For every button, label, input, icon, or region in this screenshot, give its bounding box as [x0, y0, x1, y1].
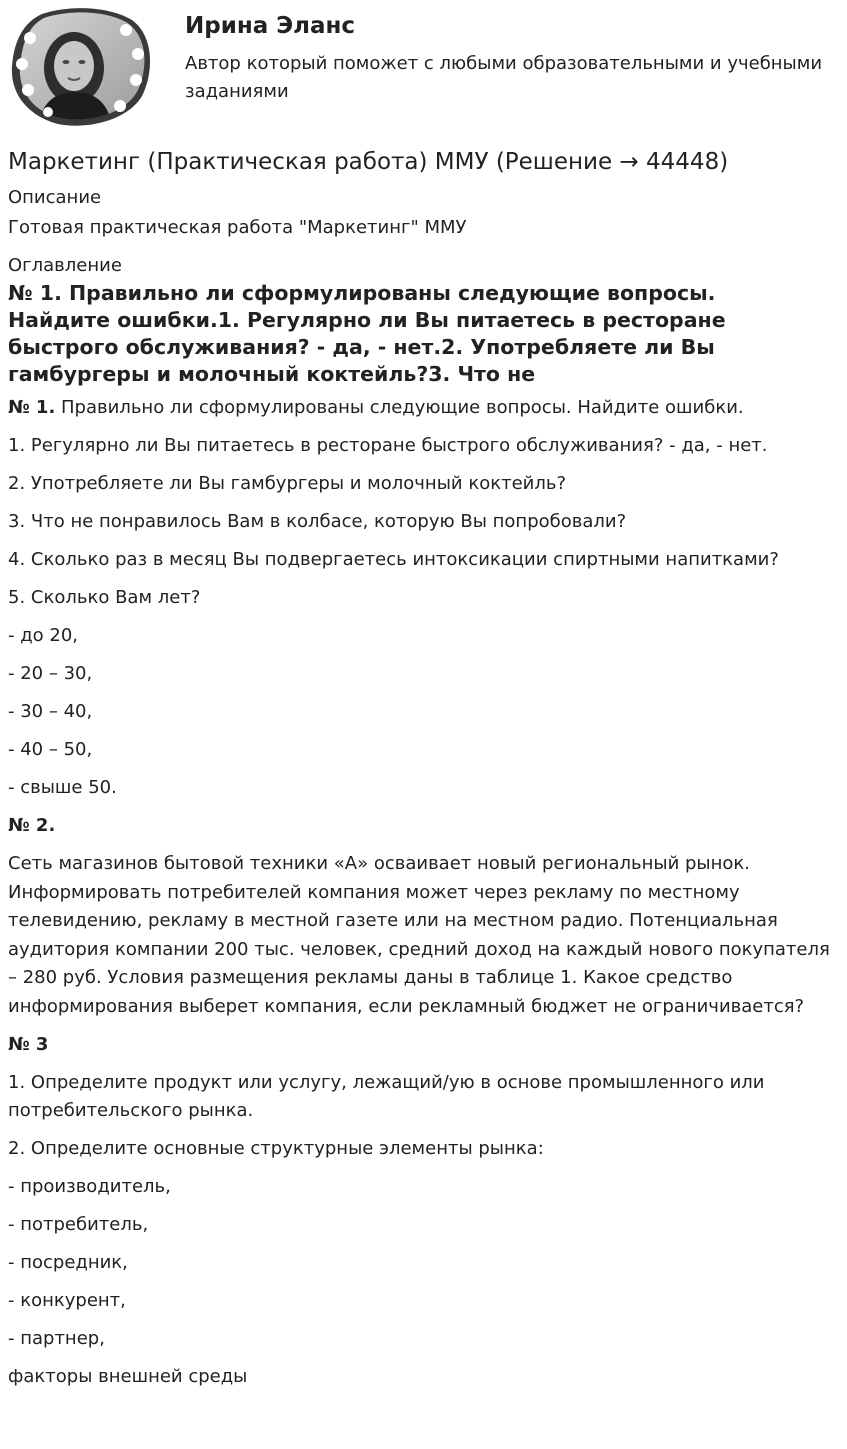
list-item: - партнер, [8, 1328, 105, 1349]
list-item: - 30 – 40, [8, 701, 93, 722]
paragraph: 2. Определите основные структурные элементы рынка: [8, 1138, 544, 1159]
question-2-label [8, 812, 838, 841]
page-title: Маркетинг (Практическая работа) ММУ (Решение → 44448) [8, 149, 729, 175]
paragraph: 1. Регулярно ли Вы питаетесь в ресторане быстрого обслуживания? - да, - нет. [8, 435, 768, 456]
author-name[interactable]: Ирина Эланс [185, 13, 356, 39]
toc-label: Оглавление [8, 255, 122, 276]
paragraph: 4. Сколько раз в месяц Вы подвергаетесь интоксикации спиртными напитками? [8, 549, 779, 570]
main-content [8, 144, 838, 1401]
description-label: Описание [8, 187, 102, 208]
list-item: - производитель, [8, 1176, 171, 1197]
list-item: - до 20, [8, 625, 79, 646]
author-avatar[interactable] [8, 8, 150, 126]
question-2-label-text: № 2. [8, 815, 56, 836]
paragraph: 5. Сколько Вам лет? [8, 587, 201, 608]
question-1 [8, 394, 838, 423]
author-description: Автор который поможет с любыми образовательными и учебными заданиями [185, 53, 823, 102]
question-2-text: Сеть магазинов бытовой техники «А» осваивает новый региональный рынок. Информировать потребителей компания может через рекламу по местному телевидению, рекламу в местной газете или на местном радио. Потенциальная аудитория компании 200 тыс. человек, средний доход на каждый нового покупателя – 280 руб. Условия размещения рекламы даны в таблице 1. Какое средство информирования выберет компания, если рекламный бюджет не ограничивается? [8, 853, 830, 1017]
list-item: - потребитель, [8, 1214, 149, 1235]
description-text: Готовая практическая работа "Маркетинг" ММУ [8, 217, 467, 238]
list-item: - конкурент, [8, 1290, 126, 1311]
paragraph: 2. Употребляете ли Вы гамбургеры и молочный коктейль? [8, 473, 567, 494]
paragraph: 3. Что не понравилось Вам в колбасе, которую Вы попробовали? [8, 511, 627, 532]
list-item: - 40 – 50, [8, 739, 93, 760]
author-header [0, 0, 847, 135]
question-1-label: № 1. [8, 397, 56, 418]
list-item: факторы внешней среды [8, 1366, 248, 1387]
question-3-label-text: № 3 [8, 1033, 49, 1055]
paragraph: 1. Определите продукт или услугу, лежащий/ую в основе промышленного или потребительского рынка. [8, 1071, 765, 1121]
document-body [8, 394, 838, 1392]
list-item: - свыше 50. [8, 777, 117, 798]
question-3-label [8, 1031, 838, 1060]
question-1-text: Правильно ли сформулированы следующие вопросы. Найдите ошибки. [55, 397, 744, 418]
list-item: - посредник, [8, 1252, 128, 1273]
list-item: - 20 – 30, [8, 663, 93, 684]
toc-heading: № 1. Правильно ли сформулированы следующие вопросы. Найдите ошибки.1. Регулярно ли Вы питаетесь в ресторане быстрого обслуживания? - да, - нет.2. Употребляете ли Вы гамбургеры и молочный коктейль?3. Что не [8, 281, 726, 386]
